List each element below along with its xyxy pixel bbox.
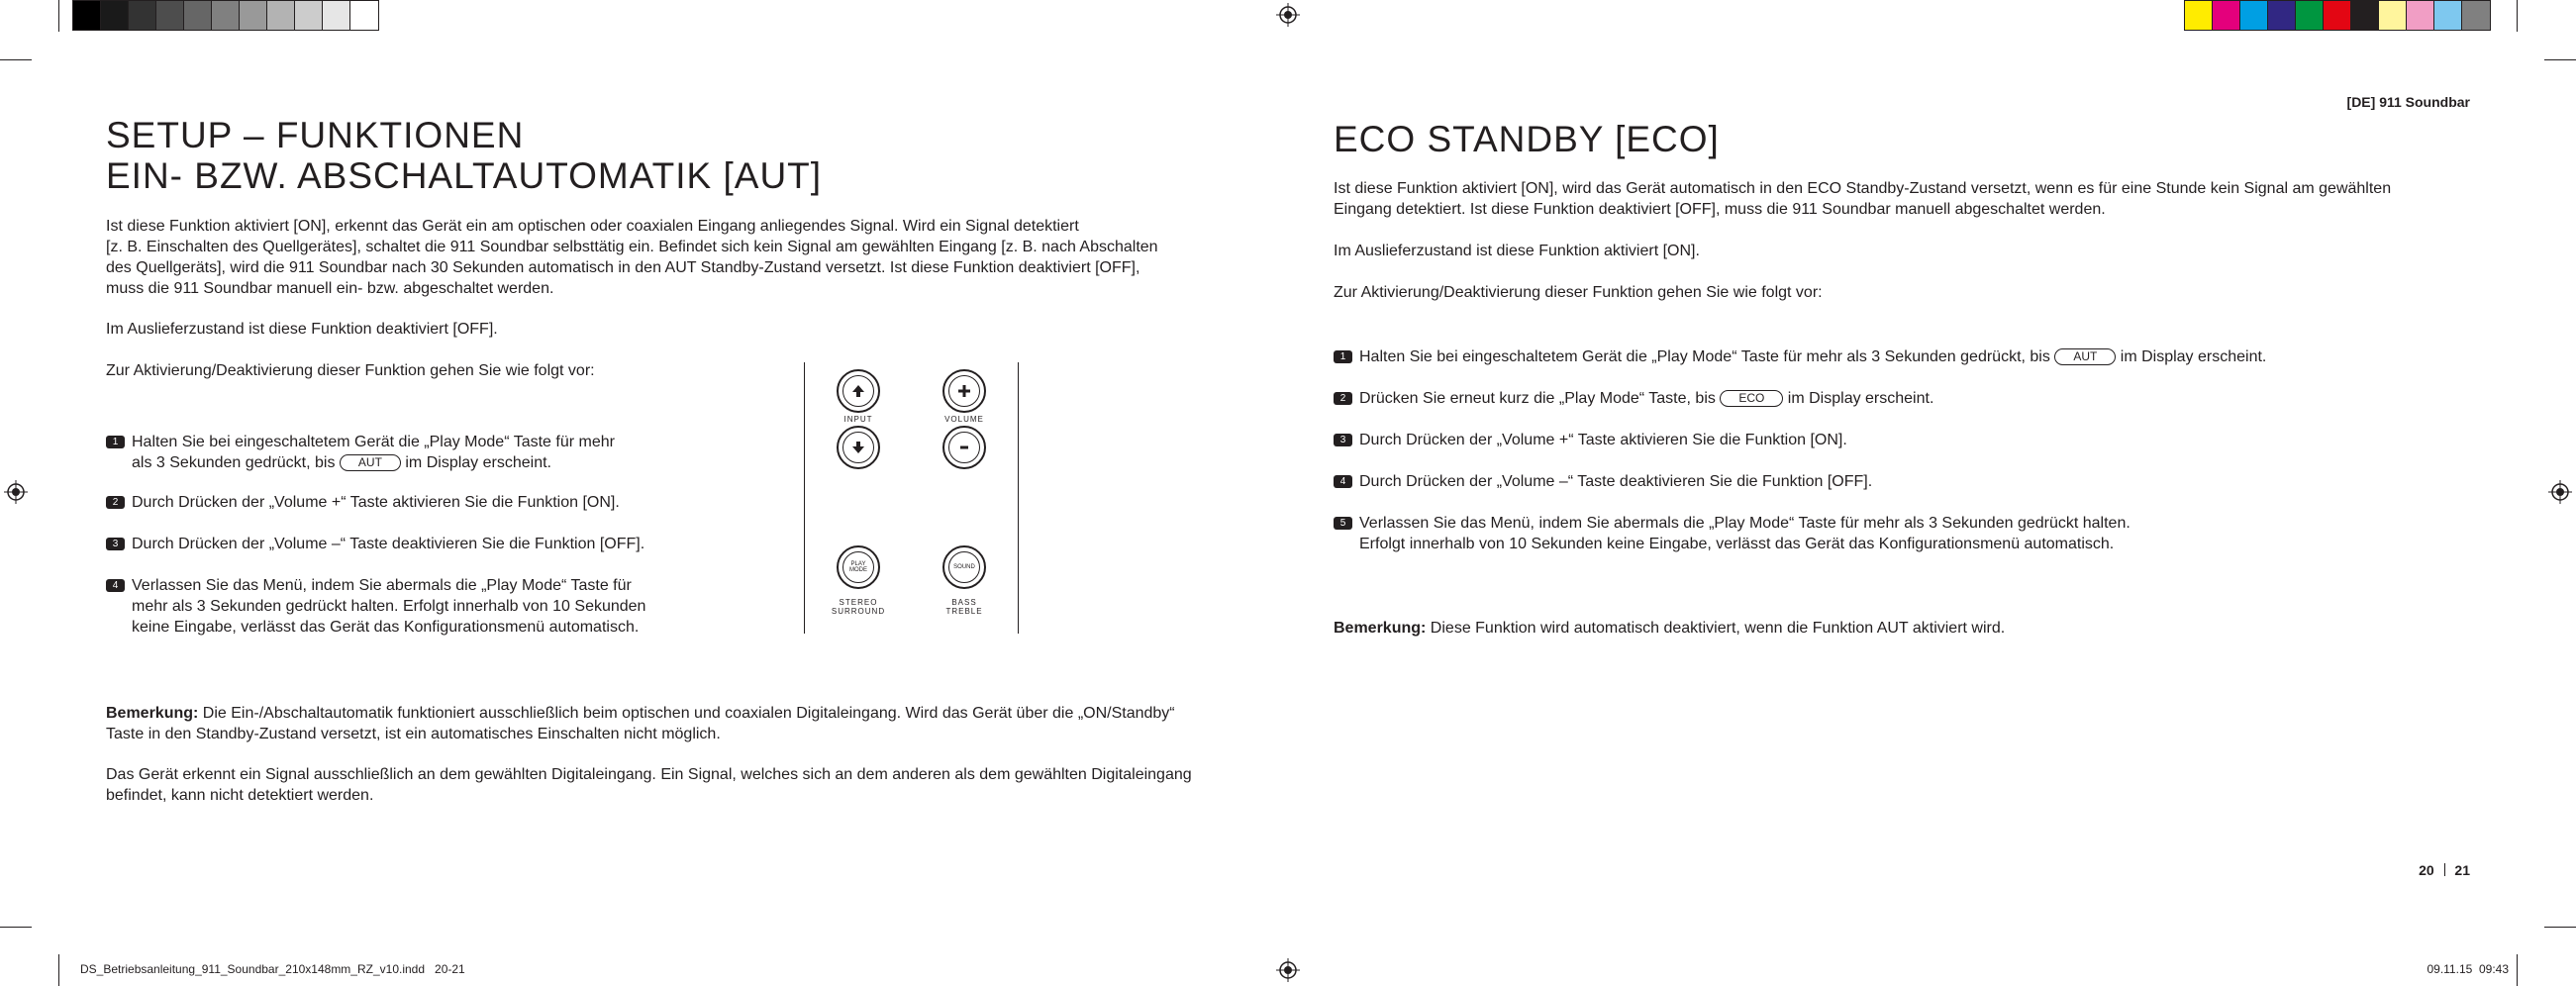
display-aut-indicator: AUT: [2054, 348, 2116, 365]
play-mode-button: [837, 545, 880, 589]
arrow-up-icon: [842, 375, 874, 407]
remote-control-illustration: [804, 362, 1019, 634]
page-number-left: 20: [2419, 862, 2434, 878]
intro-line: des Quellgeräts], wird die 911 Soundbar nach 30 Sekunden automatisch in den AUT Standby-Zustand versetzt. Ist diese Funktion deaktiviert [OFF],: [106, 259, 1140, 276]
swatch: [2462, 1, 2490, 30]
swatch: [2185, 1, 2213, 30]
step-text-pre: Halten Sie bei eingeschaltetem Gerät die „Play Mode“ Taste für mehr als 3 Sekunden gedrückt, bis: [1359, 348, 2050, 365]
swatch: [2407, 1, 2434, 30]
note-text: Diese Funktion wird automatisch deaktiviert, wenn die Funktion AUT aktiviert wird.: [1426, 620, 2006, 637]
title-line-1: SETUP – FUNKTIONEN: [106, 115, 525, 155]
left-step-4: [106, 575, 645, 638]
swatch: [350, 1, 378, 30]
note-line: Das Gerät erkennt ein Signal ausschließlich an dem gewählten Digitaleingang. Ein Signal, welches sich an dem anderen als dem gewählten Digitaleingang: [106, 766, 1192, 783]
minus-icon: [948, 432, 980, 463]
step-number: 3: [106, 538, 125, 550]
swatch: [2240, 1, 2268, 30]
step-text: [1359, 346, 2266, 367]
note-line: Taste in den Standby-Zustand versetzt, ist ein automatisches Einschalten nicht möglich.: [106, 726, 721, 742]
swatch: [73, 1, 101, 30]
right-note: [1334, 618, 2005, 639]
left-instructions-intro: Zur Aktivierung/Deaktivierung dieser Funktion gehen Sie wie folgt vor:: [106, 362, 595, 379]
registration-mark-icon: [1276, 3, 1300, 27]
step-text: Durch Drücken der „Volume +“ Taste aktivieren Sie die Funktion [ON].: [132, 494, 620, 511]
swatch: [2434, 1, 2462, 30]
grayscale-color-bar: [72, 0, 379, 31]
right-step-2: [1334, 388, 1933, 409]
step-text: Verlassen Sie das Menü, indem Sie abermals die „Play Mode“ Taste für: [132, 577, 632, 594]
swatch: [267, 1, 295, 30]
swatch: [101, 1, 129, 30]
page-number-right: 21: [2454, 862, 2470, 878]
step-text: keine Eingabe, verlässt das Gerät das Konfigurationsmenü automatisch.: [132, 619, 640, 636]
step-text: Verlassen Sie das Menü, indem Sie abermals die „Play Mode“ Taste für mehr als 3 Sekunden gedrückt halten.: [1359, 515, 2130, 532]
step-text-post: im Display erscheint.: [405, 454, 551, 471]
step-text: mehr als 3 Sekunden gedrückt halten. Erfolgt innerhalb von 10 Sekunden: [132, 598, 646, 615]
swatch: [240, 1, 267, 30]
swatch: [2351, 1, 2379, 30]
registration-mark-icon: [2548, 480, 2572, 504]
intro-line: muss die 911 Soundbar manuell ein- bzw. abgeschaltet werden.: [106, 280, 554, 297]
print-timestamp: [2427, 962, 2509, 976]
volume-up-button: [942, 369, 986, 413]
left-page-title: [106, 115, 822, 196]
left-step-3: [106, 534, 644, 554]
crop-mark: [58, 954, 59, 986]
registration-mark-icon: [1276, 958, 1300, 982]
left-step-2: [106, 492, 620, 513]
left-note-2: [106, 764, 1254, 806]
right-step-3: [1334, 430, 1847, 450]
right-default-state: Im Auslieferzustand ist diese Funktion aktiviert [ON].: [1334, 243, 1700, 259]
title-line-2: EIN- BZW. ABSCHALTAUTOMATIK [AUT]: [106, 155, 823, 196]
step-text: Durch Drücken der „Volume –“ Taste deaktivieren Sie die Funktion [OFF].: [1359, 473, 1873, 490]
step-text: Halten Sie bei eingeschaltetem Gerät die „Play Mode“ Taste für mehr: [132, 434, 615, 450]
arrow-down-icon: [842, 432, 874, 463]
step-number: 2: [1334, 392, 1352, 405]
page-number-divider: [2444, 863, 2445, 876]
note-label: Bemerkung:: [106, 705, 199, 722]
sound-label: SOUND: [948, 551, 980, 583]
swatch: [2324, 1, 2351, 30]
step-text-pre: Drücken Sie erneut kurz die „Play Mode“ Taste, bis: [1359, 390, 1716, 407]
step-number: 4: [1334, 475, 1352, 488]
step-text: [1359, 388, 1933, 409]
step-text: Durch Drücken der „Volume –“ Taste deaktivieren Sie die Funktion [OFF].: [132, 536, 645, 552]
intro-line: Eingang detektiert. Ist diese Funktion deaktiviert [OFF], muss die 911 Soundbar manuell abgeschaltet werden.: [1334, 201, 2106, 218]
right-step-4: [1334, 471, 1872, 492]
swatch: [212, 1, 240, 30]
input-label: INPUT: [843, 415, 873, 424]
step-text-pre: als 3 Sekunden gedrückt, bis: [132, 454, 336, 471]
running-header: [DE] 911 Soundbar: [2346, 94, 2470, 110]
play-mode-label: PLAY MODE: [842, 551, 874, 583]
step-text-line-2: [132, 452, 615, 473]
right-intro-paragraph: [1334, 178, 2472, 220]
swatch: [295, 1, 323, 30]
input-down-button: [837, 426, 880, 469]
step-number: 5: [1334, 517, 1352, 530]
stereo-label: STEREO: [839, 598, 878, 607]
swatch: [2379, 1, 2407, 30]
intro-line: Ist diese Funktion aktiviert [ON], wird das Gerät automatisch in den ECO Standby-Zustand versetzt, wenn es für eine Stunde kein Signal am gewählten: [1334, 180, 2392, 197]
treble-label: TREBLE: [945, 607, 983, 616]
display-eco-indicator: ECO: [1720, 390, 1783, 407]
swatch: [2213, 1, 2240, 30]
intro-line: Ist diese Funktion aktiviert [ON], erkennt das Gerät ein am optischen oder coaxialen Eingang anliegendes Signal. Wird ein Signal detektiert: [106, 218, 1079, 235]
left-step-1: [106, 432, 615, 473]
swatch: [2296, 1, 2324, 30]
display-aut-indicator: AUT: [340, 454, 401, 471]
sound-button: [942, 545, 986, 589]
crop-mark: [0, 927, 32, 928]
crop-mark: [2517, 954, 2518, 986]
right-step-1: [1334, 346, 2266, 367]
volume-label: VOLUME: [944, 415, 984, 424]
note-line: befindet, kann nicht detektiert werden.: [106, 787, 374, 804]
step-text-post: im Display erscheint.: [2120, 348, 2267, 365]
page-numbers: [2419, 862, 2470, 878]
print-date: 09.11.15: [2427, 962, 2473, 976]
crop-mark: [58, 0, 59, 32]
note-text: Die Ein-/Abschaltautomatik funktioniert ausschließlich beim optischen und coaxialen Digitaleingang. Wird das Gerät über die „ON/Standby“: [198, 705, 1175, 722]
swatch: [323, 1, 350, 30]
step-number: 4: [106, 579, 125, 592]
print-time: 09:43: [2478, 962, 2509, 976]
step-text: Durch Drücken der „Volume +“ Taste aktivieren Sie die Funktion [ON].: [1359, 432, 1847, 448]
left-default-state: Im Auslieferzustand ist diese Funktion deaktiviert [OFF].: [106, 321, 498, 338]
note-line: [106, 703, 1254, 724]
right-page-title: ECO STANDBY [ECO]: [1334, 119, 1720, 159]
swatch: [2268, 1, 2296, 30]
step-number: 1: [1334, 350, 1352, 363]
input-up-button: [837, 369, 880, 413]
step-number: 1: [106, 436, 125, 448]
intro-line: [z. B. Einschalten des Quellgerätes], schaltet die 911 Soundbar selbsttätig ein. Befindet sich kein Signal am gewählten Eingang [z. B. nach Abschalten: [106, 239, 1158, 255]
swatch: [156, 1, 184, 30]
crop-mark: [0, 59, 32, 60]
left-intro-paragraph: [106, 216, 1244, 299]
registration-mark-icon: [4, 480, 28, 504]
note-label: Bemerkung:: [1334, 620, 1427, 637]
left-note: [106, 703, 1254, 744]
step-text: Erfolgt innerhalb von 10 Sekunden keine Eingabe, verlässt das Gerät das Konfigurationsmenü automatisch.: [1359, 536, 2115, 552]
step-text-post: im Display erscheint.: [1787, 390, 1934, 407]
crop-mark: [2544, 927, 2576, 928]
step-number: 3: [1334, 434, 1352, 446]
swatch: [184, 1, 212, 30]
crop-mark: [2517, 0, 2518, 32]
right-instructions-intro: Zur Aktivierung/Deaktivierung dieser Funktion gehen Sie wie folgt vor:: [1334, 284, 1823, 301]
right-step-5: [1334, 513, 2130, 554]
process-color-bar: [2184, 0, 2491, 31]
step-number: 2: [106, 496, 125, 509]
volume-down-button: [942, 426, 986, 469]
swatch: [129, 1, 156, 30]
bass-label: BASS: [951, 598, 977, 607]
surround-label: SURROUND: [831, 607, 886, 616]
crop-mark: [2544, 59, 2576, 60]
file-info: DS_Betriebsanleitung_911_Soundbar_210x148mm_RZ_v10.indd 20-21: [80, 962, 465, 976]
plus-icon: [948, 375, 980, 407]
